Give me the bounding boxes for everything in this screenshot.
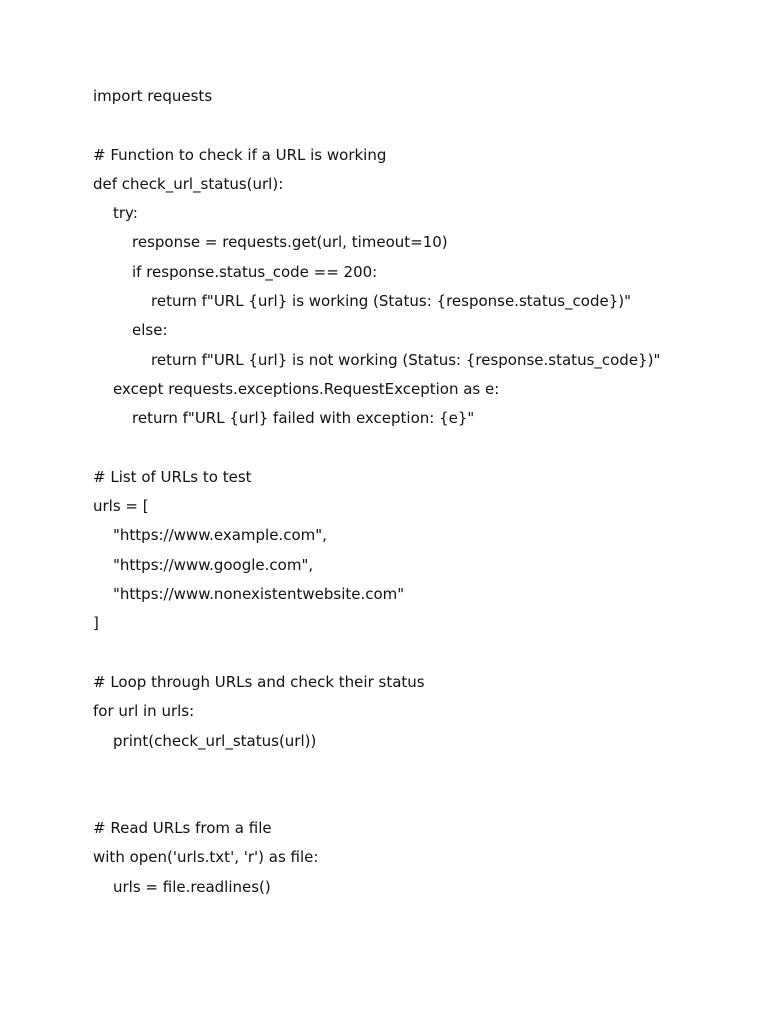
- comment-line: # Loop through URLs and check their status: [93, 672, 425, 691]
- blank-line: [93, 643, 693, 663]
- code-line: return f"URL {url} failed with exception: {e}": [132, 409, 475, 428]
- code-line: import requests: [93, 87, 213, 105]
- code-line-text: return f"URL {url} is not working (Status: {response.status_code})": [151, 350, 661, 369]
- code-line: else:: [132, 321, 168, 340]
- code-line: return f"URL {url} is working (Status: {response.status_code})": [151, 292, 632, 311]
- code-line: "https://www.google.com",: [113, 555, 314, 574]
- blank-line: [93, 760, 693, 809]
- comment-line: # Read URLs from a file: [93, 819, 272, 838]
- code-line: except requests.exceptions.RequestException as e:: [113, 379, 500, 398]
- code-line: for url in urls:: [93, 702, 195, 721]
- code-line-wrapped: [93, 350, 693, 370]
- code-line: response = requests.get(url, timeout=10): [132, 233, 448, 252]
- code-document: [93, 86, 693, 906]
- code-line: with open('urls.txt', 'r') as file:: [93, 848, 319, 867]
- code-line: urls = [: [93, 497, 149, 516]
- blank-line: [93, 438, 693, 458]
- comment-line: # Function to check if a URL is working: [93, 145, 387, 164]
- code-line: try:: [113, 204, 138, 223]
- comment-line: # List of URLs to test: [93, 467, 252, 486]
- code-line: "https://www.example.com",: [113, 526, 327, 545]
- code-line: ]: [93, 614, 99, 633]
- code-line: urls = file.readlines(): [113, 877, 271, 896]
- code-line: def check_url_status(url):: [93, 174, 284, 193]
- code-line: print(check_url_status(url)): [113, 731, 317, 750]
- blank-line: [93, 115, 693, 135]
- code-line: "https://www.nonexistentwebsite.com": [113, 585, 405, 604]
- code-line: if response.status_code == 200:: [132, 262, 378, 281]
